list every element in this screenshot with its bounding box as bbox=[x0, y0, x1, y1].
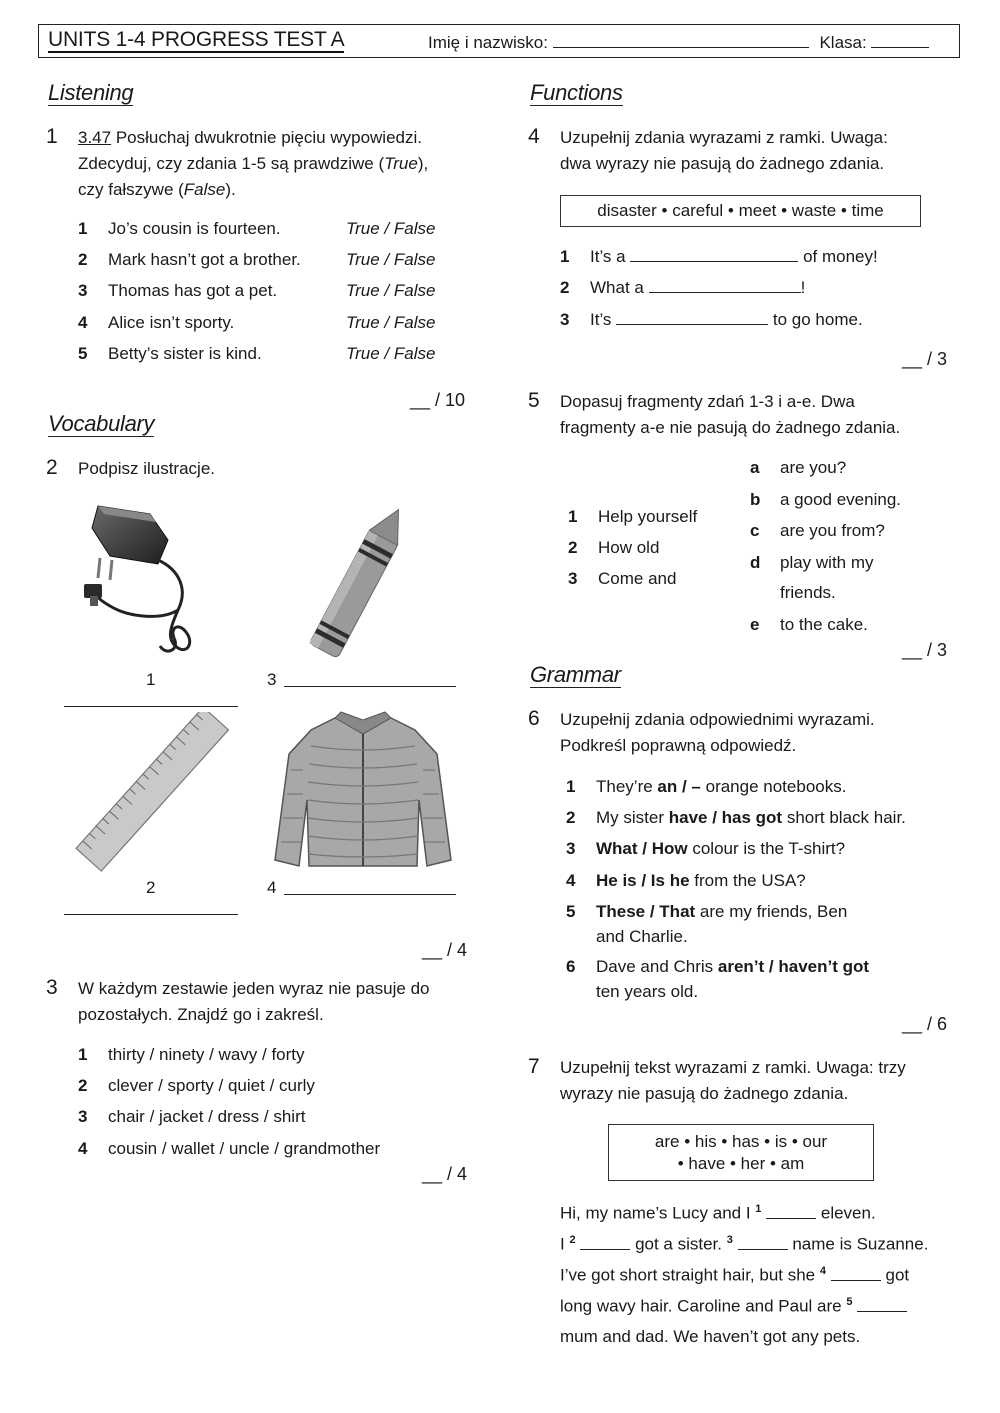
option-choice[interactable]: have / has got bbox=[668, 808, 783, 827]
charger-illustration bbox=[70, 500, 200, 660]
track-number: 3.47 bbox=[78, 128, 112, 147]
list-item[interactable]: 3 chair / jacket / dress / shirt bbox=[78, 1107, 306, 1126]
list-item[interactable]: 1 thirty / ninety / wavy / forty bbox=[78, 1045, 305, 1064]
q2-number: 2 bbox=[46, 456, 58, 479]
true-false-option[interactable]: True / False bbox=[346, 250, 436, 269]
vocabulary-heading: Vocabulary bbox=[48, 411, 155, 436]
match-right-item: c are you from? bbox=[750, 521, 885, 540]
gap-input[interactable] bbox=[580, 1249, 630, 1250]
match-left-item: 3 Come and bbox=[568, 569, 677, 588]
answer-line[interactable] bbox=[630, 261, 798, 262]
q1-number: 1 bbox=[46, 125, 58, 148]
match-left-item: 2 How old bbox=[568, 538, 660, 557]
q6-score: __ / 6 bbox=[902, 1014, 948, 1034]
class-field[interactable] bbox=[871, 47, 929, 48]
q5-number: 5 bbox=[528, 389, 540, 412]
list-item: 2 Mark hasn’t got a brother. bbox=[78, 250, 301, 269]
q6-instruction: Uzupełnij zdania odpowiednimi wyrazami. Podkreśl poprawną odpowiedź. bbox=[560, 710, 875, 755]
name-class-row bbox=[428, 33, 929, 53]
gap-input[interactable] bbox=[738, 1249, 788, 1250]
functions-heading: Functions bbox=[530, 80, 623, 105]
answer-line-4[interactable] bbox=[284, 894, 456, 895]
caption-2: 2 bbox=[146, 878, 156, 897]
q7-word-box: are • his • has • is • our • have • her • am bbox=[608, 1124, 874, 1181]
q5-instruction: Dopasuj fragmenty zdań 1-3 i a-e. Dwa fragmenty a-e nie pasują do żadnego zdania. bbox=[560, 392, 901, 437]
q3-score: __ / 4 bbox=[422, 1164, 468, 1184]
jacket-illustration bbox=[265, 710, 461, 870]
caption-3: 3 bbox=[267, 670, 277, 689]
answer-line[interactable] bbox=[616, 324, 768, 325]
q1-score: __ / 10 bbox=[410, 390, 466, 410]
true-false-option[interactable]: True / False bbox=[346, 219, 436, 238]
answer-line-2[interactable] bbox=[64, 914, 238, 915]
match-right-item: d play with my bbox=[750, 553, 874, 572]
list-item: 1 Jo’s cousin is fourteen. bbox=[78, 219, 281, 238]
list-item: 3 It’s to go home. bbox=[560, 310, 863, 329]
option-choice[interactable]: These / That bbox=[596, 902, 696, 921]
q7-number: 7 bbox=[528, 1055, 540, 1078]
answer-line[interactable] bbox=[649, 292, 801, 293]
list-item: 5 These / That are my friends, Ben bbox=[566, 902, 848, 921]
option-choice[interactable]: What / How bbox=[596, 839, 688, 858]
list-item: 3 Thomas has got a pet. bbox=[78, 281, 278, 300]
q4-score: __ / 3 bbox=[902, 349, 948, 369]
listening-heading: Listening bbox=[48, 80, 134, 105]
gap-input[interactable] bbox=[766, 1218, 816, 1219]
gap-input[interactable] bbox=[857, 1311, 907, 1312]
list-item[interactable]: 2 clever / sporty / quiet / curly bbox=[78, 1076, 315, 1095]
test-title: UNITS 1-4 PROGRESS TEST A bbox=[48, 28, 345, 51]
list-item: 2 My sister have / has got short black hair. bbox=[566, 808, 906, 827]
q4-word-box: disaster • careful • meet • waste • time bbox=[560, 195, 921, 227]
gap-text-line: I’ve got short straight hair, but she $^4$ got bbox=[560, 1265, 910, 1285]
list-item: 1 They’re an / – orange notebooks. bbox=[566, 777, 847, 796]
ruler-illustration bbox=[64, 712, 239, 872]
list-item: 3 What / How colour is the T-shirt? bbox=[566, 839, 846, 858]
q1-instruction: 3.47 Posłuchaj dwukrotnie pięciu wypowiedzi. Zdecyduj, czy zdania 1-5 są prawdziwe (True), czy fałszywe (False). bbox=[78, 128, 429, 199]
list-item: 4 He is / Is he from the USA? bbox=[566, 871, 806, 890]
q6-number: 6 bbox=[528, 707, 540, 730]
gap-input[interactable] bbox=[831, 1280, 881, 1281]
q2-instruction: Podpisz ilustracje. bbox=[78, 459, 216, 478]
gap-text-line: long wavy hair. Caroline and Paul are $^5$ bbox=[560, 1296, 907, 1317]
option-choice[interactable]: an / – bbox=[657, 777, 701, 796]
match-right-item: e to the cake. bbox=[750, 615, 868, 634]
answer-line-3[interactable] bbox=[284, 686, 456, 687]
match-right-item-cont: friends. bbox=[780, 583, 836, 602]
match-right-item: b a good evening. bbox=[750, 490, 901, 509]
q5-score: __ / 3 bbox=[902, 640, 948, 660]
list-item[interactable]: 4 cousin / wallet / uncle / grandmother bbox=[78, 1139, 381, 1158]
q7-instruction: Uzupełnij tekst wyrazami z ramki. Uwaga: trzy wyrazy nie pasują do żadnego zdania. bbox=[560, 1058, 906, 1103]
name-label: Imię i nazwisko: bbox=[428, 33, 548, 52]
caption-4: 4 bbox=[267, 878, 277, 897]
crayon-illustration bbox=[292, 500, 427, 665]
match-right-item: a are you? bbox=[750, 458, 847, 477]
true-false-option[interactable]: True / False bbox=[346, 344, 436, 363]
list-item: 6 Dave and Chris aren’t / haven’t got bbox=[566, 957, 870, 976]
grammar-heading: Grammar bbox=[530, 662, 621, 687]
list-item: 5 Betty’s sister is kind. bbox=[78, 344, 262, 363]
true-false-option[interactable]: True / False bbox=[346, 281, 436, 300]
answer-line-1[interactable] bbox=[64, 706, 238, 707]
list-item-cont: and Charlie. bbox=[596, 927, 688, 946]
option-choice[interactable]: He is / Is he bbox=[596, 871, 690, 890]
caption-1: 1 bbox=[146, 670, 156, 689]
gap-text-line: mum and dad. We haven’t got any pets. bbox=[560, 1327, 861, 1346]
q4-number: 4 bbox=[528, 125, 540, 148]
match-left-item: 1 Help yourself bbox=[568, 507, 698, 526]
option-choice[interactable]: aren’t / haven’t got bbox=[717, 957, 870, 976]
q3-instruction: W każdym zestawie jeden wyraz nie pasuje do pozostałych. Znajdź go i zakreśl. bbox=[78, 979, 430, 1024]
q3-number: 3 bbox=[46, 976, 58, 999]
list-item: 4 Alice isn’t sporty. bbox=[78, 313, 235, 332]
list-item: 1 It’s a of money! bbox=[560, 247, 878, 266]
gap-text-line: Hi, my name’s Lucy and I $^1$ eleven. bbox=[560, 1203, 876, 1223]
list-item: 2 What a ! bbox=[560, 278, 806, 297]
q2-score: __ / 4 bbox=[422, 940, 468, 960]
q4-instruction: Uzupełnij zdania wyrazami z ramki. Uwaga: dwa wyrazy nie pasują do żadnego zdania. bbox=[560, 128, 888, 173]
list-item-cont: ten years old. bbox=[596, 982, 699, 1001]
true-false-option[interactable]: True / False bbox=[346, 313, 436, 332]
class-label: Klasa: bbox=[819, 33, 867, 52]
gap-text-line: I $^2$ got a sister. $^3$ name is Suzanne. bbox=[560, 1234, 929, 1254]
name-field[interactable] bbox=[553, 47, 809, 48]
